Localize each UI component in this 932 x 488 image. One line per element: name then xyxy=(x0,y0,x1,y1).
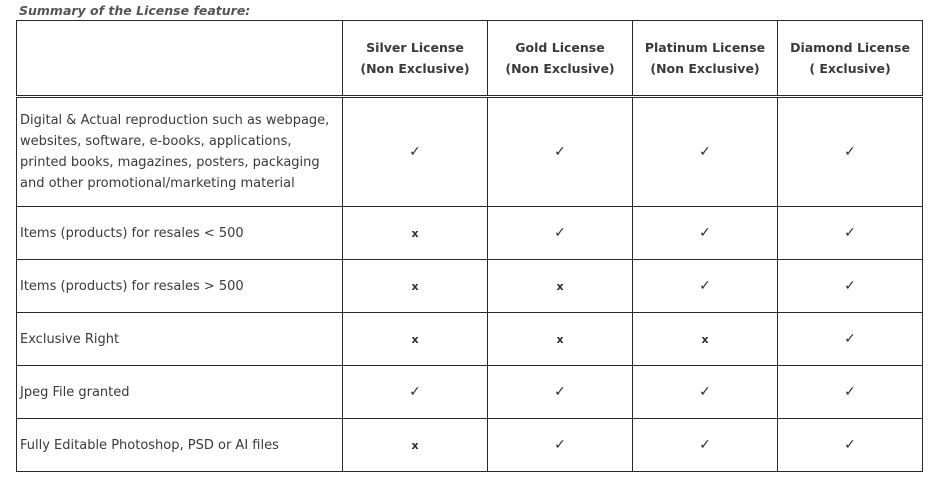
header-title: Platinum License xyxy=(644,40,766,55)
table-row xyxy=(17,313,923,366)
diamond-mark: ✓ xyxy=(778,313,923,366)
feature-label: Items (products) for resales > 500 xyxy=(17,260,343,313)
gold-mark: ✓ xyxy=(488,366,633,419)
silver-mark: x xyxy=(343,419,488,472)
table-row xyxy=(17,97,923,207)
platinum-mark: ✓ xyxy=(633,366,778,419)
gold-mark: x xyxy=(488,260,633,313)
diamond-mark: ✓ xyxy=(778,366,923,419)
diamond-mark: ✓ xyxy=(778,97,923,207)
gold-mark: ✓ xyxy=(488,419,633,472)
feature-label: Jpeg File granted xyxy=(17,366,343,419)
header-subtitle: (Non Exclusive) xyxy=(360,61,470,76)
header-title: Diamond License xyxy=(790,40,910,55)
header-subtitle: (Non Exclusive) xyxy=(650,61,760,76)
gold-mark: ✓ xyxy=(488,97,633,207)
header-gold-license xyxy=(488,21,633,97)
platinum-mark: x xyxy=(633,313,778,366)
platinum-mark: ✓ xyxy=(633,97,778,207)
header-empty-cell xyxy=(17,21,343,97)
header-platinum-license xyxy=(633,21,778,97)
header-subtitle: (Non Exclusive) xyxy=(505,61,615,76)
header-row xyxy=(17,21,923,97)
diamond-mark: ✓ xyxy=(778,260,923,313)
gold-mark: x xyxy=(488,313,633,366)
silver-mark: ✓ xyxy=(343,366,488,419)
silver-mark: x xyxy=(343,207,488,260)
feature-label: Fully Editable Photoshop, PSD or AI files xyxy=(17,419,343,472)
table-row xyxy=(17,260,923,313)
table-caption: Summary of the License feature: xyxy=(19,3,251,18)
diamond-mark: ✓ xyxy=(778,207,923,260)
header-subtitle: ( Exclusive) xyxy=(809,61,891,76)
feature-label: Exclusive Right xyxy=(17,313,343,366)
header-silver-license xyxy=(343,21,488,97)
silver-mark: ✓ xyxy=(343,97,488,207)
header-diamond-license xyxy=(778,21,923,97)
table-row xyxy=(17,366,923,419)
license-comparison-table xyxy=(16,20,923,472)
platinum-mark: ✓ xyxy=(633,419,778,472)
header-title: Gold License xyxy=(515,40,605,55)
feature-label: Items (products) for resales < 500 xyxy=(17,207,343,260)
diamond-mark: ✓ xyxy=(778,419,923,472)
silver-mark: x xyxy=(343,260,488,313)
table-row xyxy=(17,419,923,472)
platinum-mark: ✓ xyxy=(633,207,778,260)
gold-mark: ✓ xyxy=(488,207,633,260)
silver-mark: x xyxy=(343,313,488,366)
table-row xyxy=(17,207,923,260)
feature-label: Digital & Actual reproduction such as webpage, websites, software, e-books, applications, printed books, magazines, posters, packaging and other promotional/marketing material xyxy=(17,97,343,207)
platinum-mark: ✓ xyxy=(633,260,778,313)
header-title: Silver License xyxy=(366,40,464,55)
